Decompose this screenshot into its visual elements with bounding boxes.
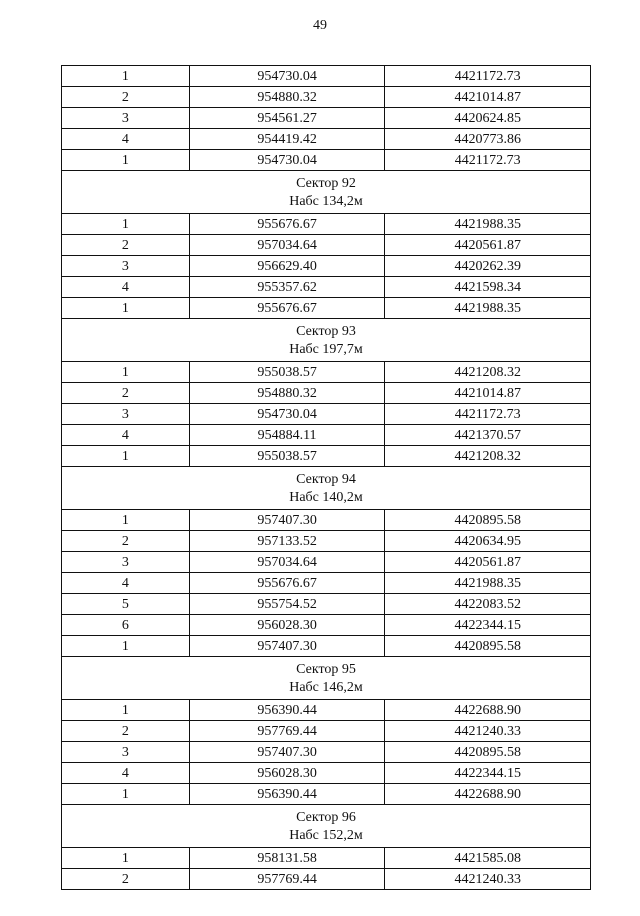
coordinates-table xyxy=(61,65,591,890)
x-coordinate-cell: 957769.44 xyxy=(189,721,385,742)
sector-header-cell xyxy=(62,467,591,510)
point-number-cell: 4 xyxy=(62,763,190,784)
table-row xyxy=(62,256,591,277)
point-number-cell: 2 xyxy=(62,383,190,404)
y-coordinate-cell: 4422344.15 xyxy=(385,615,591,636)
y-coordinate-cell: 4421172.73 xyxy=(385,66,591,87)
y-coordinate-cell: 4421240.33 xyxy=(385,869,591,890)
x-coordinate-cell: 957407.30 xyxy=(189,742,385,763)
y-coordinate-cell: 4421014.87 xyxy=(385,87,591,108)
y-coordinate-cell: 4421014.87 xyxy=(385,383,591,404)
y-coordinate-cell: 4421172.73 xyxy=(385,404,591,425)
x-coordinate-cell: 954880.32 xyxy=(189,87,385,108)
table-row xyxy=(62,129,591,150)
y-coordinate-cell: 4420624.85 xyxy=(385,108,591,129)
x-coordinate-cell: 956629.40 xyxy=(189,256,385,277)
table-row xyxy=(62,425,591,446)
point-number-cell: 1 xyxy=(62,636,190,657)
coordinates-table-body xyxy=(62,66,591,890)
x-coordinate-cell: 955676.67 xyxy=(189,214,385,235)
table-row xyxy=(62,615,591,636)
point-number-cell: 4 xyxy=(62,573,190,594)
sector-absolute-height: Набс 140,2м xyxy=(289,490,363,505)
table-row xyxy=(62,784,591,805)
y-coordinate-cell: 4422344.15 xyxy=(385,763,591,784)
table-row xyxy=(62,404,591,425)
point-number-cell: 1 xyxy=(62,510,190,531)
sector-absolute-height: Набс 134,2м xyxy=(289,194,363,209)
sector-header-cell xyxy=(62,805,591,848)
table-row xyxy=(62,552,591,573)
x-coordinate-cell: 957407.30 xyxy=(189,510,385,531)
sector-header-cell xyxy=(62,171,591,214)
point-number-cell: 1 xyxy=(62,362,190,383)
y-coordinate-cell: 4421988.35 xyxy=(385,214,591,235)
y-coordinate-cell: 4421988.35 xyxy=(385,573,591,594)
x-coordinate-cell: 954730.04 xyxy=(189,66,385,87)
sector-title: Сектор 95 xyxy=(296,662,356,677)
x-coordinate-cell: 955038.57 xyxy=(189,362,385,383)
sector-header-row xyxy=(62,171,591,214)
x-coordinate-cell: 955357.62 xyxy=(189,277,385,298)
point-number-cell: 3 xyxy=(62,256,190,277)
point-number-cell: 1 xyxy=(62,700,190,721)
page-number: 49 xyxy=(313,18,327,33)
table-row xyxy=(62,362,591,383)
x-coordinate-cell: 955754.52 xyxy=(189,594,385,615)
y-coordinate-cell: 4421172.73 xyxy=(385,150,591,171)
sector-absolute-height: Набс 152,2м xyxy=(289,828,363,843)
table-row xyxy=(62,235,591,256)
point-number-cell: 3 xyxy=(62,742,190,763)
y-coordinate-cell: 4420634.95 xyxy=(385,531,591,552)
y-coordinate-cell: 4421208.32 xyxy=(385,446,591,467)
y-coordinate-cell: 4422083.52 xyxy=(385,594,591,615)
sector-header-cell xyxy=(62,319,591,362)
sector-header-row xyxy=(62,319,591,362)
sector-absolute-height: Набс 146,2м xyxy=(289,680,363,695)
x-coordinate-cell: 954561.27 xyxy=(189,108,385,129)
point-number-cell: 1 xyxy=(62,214,190,235)
table-row xyxy=(62,66,591,87)
x-coordinate-cell: 955676.67 xyxy=(189,298,385,319)
y-coordinate-cell: 4422688.90 xyxy=(385,784,591,805)
point-number-cell: 3 xyxy=(62,552,190,573)
point-number-cell: 2 xyxy=(62,87,190,108)
point-number-cell: 1 xyxy=(62,298,190,319)
sector-header-cell xyxy=(62,657,591,700)
point-number-cell: 4 xyxy=(62,277,190,298)
x-coordinate-cell: 957133.52 xyxy=(189,531,385,552)
y-coordinate-cell: 4420895.58 xyxy=(385,636,591,657)
point-number-cell: 1 xyxy=(62,66,190,87)
table-row xyxy=(62,636,591,657)
point-number-cell: 5 xyxy=(62,594,190,615)
x-coordinate-cell: 954419.42 xyxy=(189,129,385,150)
y-coordinate-cell: 4420773.86 xyxy=(385,129,591,150)
y-coordinate-cell: 4421208.32 xyxy=(385,362,591,383)
y-coordinate-cell: 4421240.33 xyxy=(385,721,591,742)
table-row xyxy=(62,87,591,108)
point-number-cell: 1 xyxy=(62,150,190,171)
point-number-cell: 3 xyxy=(62,404,190,425)
table-row xyxy=(62,531,591,552)
sector-absolute-height: Набс 197,7м xyxy=(289,342,363,357)
sector-title: Сектор 92 xyxy=(296,176,356,191)
x-coordinate-cell: 954880.32 xyxy=(189,383,385,404)
point-number-cell: 2 xyxy=(62,869,190,890)
sector-title: Сектор 94 xyxy=(296,472,356,487)
table-row xyxy=(62,214,591,235)
x-coordinate-cell: 955676.67 xyxy=(189,573,385,594)
y-coordinate-cell: 4421988.35 xyxy=(385,298,591,319)
x-coordinate-cell: 956028.30 xyxy=(189,615,385,636)
table-row xyxy=(62,573,591,594)
sector-title: Сектор 96 xyxy=(296,810,356,825)
y-coordinate-cell: 4420895.58 xyxy=(385,510,591,531)
point-number-cell: 3 xyxy=(62,108,190,129)
table-row xyxy=(62,298,591,319)
x-coordinate-cell: 956028.30 xyxy=(189,763,385,784)
x-coordinate-cell: 956390.44 xyxy=(189,700,385,721)
table-row xyxy=(62,848,591,869)
table-row xyxy=(62,594,591,615)
y-coordinate-cell: 4420561.87 xyxy=(385,552,591,573)
table-row xyxy=(62,446,591,467)
x-coordinate-cell: 954730.04 xyxy=(189,404,385,425)
point-number-cell: 2 xyxy=(62,531,190,552)
table-row xyxy=(62,383,591,404)
table-row xyxy=(62,721,591,742)
sector-header-row xyxy=(62,805,591,848)
x-coordinate-cell: 958131.58 xyxy=(189,848,385,869)
y-coordinate-cell: 4421598.34 xyxy=(385,277,591,298)
x-coordinate-cell: 955038.57 xyxy=(189,446,385,467)
x-coordinate-cell: 957407.30 xyxy=(189,636,385,657)
sector-header-row xyxy=(62,657,591,700)
y-coordinate-cell: 4421370.57 xyxy=(385,425,591,446)
table-row xyxy=(62,742,591,763)
y-coordinate-cell: 4420895.58 xyxy=(385,742,591,763)
table-row xyxy=(62,108,591,129)
table-row xyxy=(62,277,591,298)
point-number-cell: 1 xyxy=(62,784,190,805)
point-number-cell: 6 xyxy=(62,615,190,636)
sector-title: Сектор 93 xyxy=(296,324,356,339)
table-row xyxy=(62,869,591,890)
y-coordinate-cell: 4420561.87 xyxy=(385,235,591,256)
table-row xyxy=(62,510,591,531)
point-number-cell: 4 xyxy=(62,425,190,446)
table-row xyxy=(62,150,591,171)
x-coordinate-cell: 957034.64 xyxy=(189,235,385,256)
y-coordinate-cell: 4420262.39 xyxy=(385,256,591,277)
y-coordinate-cell: 4421585.08 xyxy=(385,848,591,869)
table-row xyxy=(62,763,591,784)
x-coordinate-cell: 956390.44 xyxy=(189,784,385,805)
point-number-cell: 4 xyxy=(62,129,190,150)
x-coordinate-cell: 957034.64 xyxy=(189,552,385,573)
x-coordinate-cell: 954884.11 xyxy=(189,425,385,446)
point-number-cell: 2 xyxy=(62,235,190,256)
point-number-cell: 1 xyxy=(62,848,190,869)
point-number-cell: 1 xyxy=(62,446,190,467)
y-coordinate-cell: 4422688.90 xyxy=(385,700,591,721)
table-row xyxy=(62,700,591,721)
x-coordinate-cell: 954730.04 xyxy=(189,150,385,171)
sector-header-row xyxy=(62,467,591,510)
point-number-cell: 2 xyxy=(62,721,190,742)
x-coordinate-cell: 957769.44 xyxy=(189,869,385,890)
